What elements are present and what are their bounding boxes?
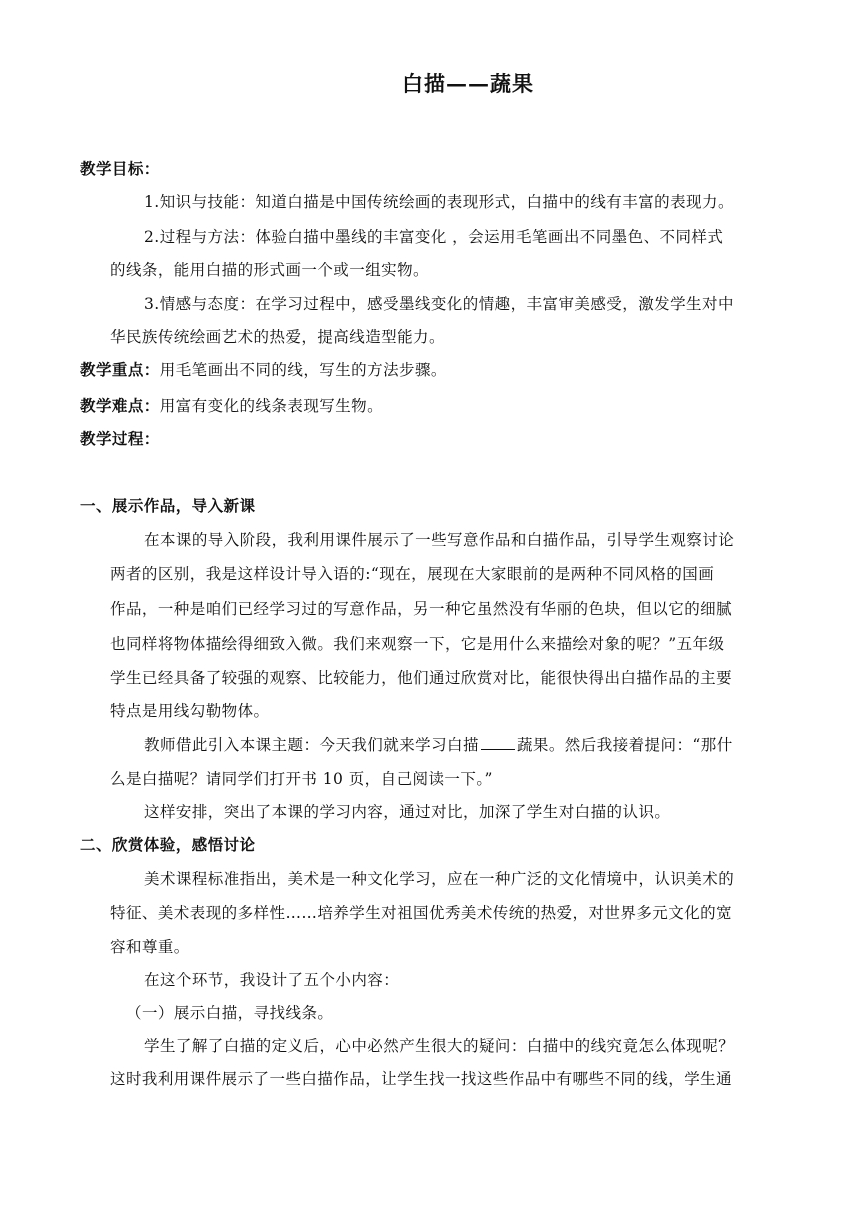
paragraph-line bbox=[144, 734, 733, 756]
paragraph-line: 学生已经具备了较强的观察、比较能力，他们通过欣赏对比，能很快得出白描作品的主要 bbox=[110, 669, 733, 687]
paragraph-line: 容和尊重。 bbox=[110, 938, 190, 956]
key-point-label: 教学重点： bbox=[80, 360, 160, 379]
paragraph-text: 教师借此引入本课主题：今天我们就来学习白描 bbox=[144, 736, 479, 754]
paragraph-line: 两者的区别，我是这样设计导入语的:“现在，展现在大家眼前的是两种不同风格的国画 bbox=[110, 565, 715, 583]
paragraph-line: 也同样将物体描绘得细致入微。我们来观察一下，它是用什么来描绘对象的呢？”五年级 bbox=[110, 635, 725, 653]
difficulty-label: 教学难点： bbox=[80, 396, 160, 415]
paragraph-line: 这时我利用课件展示了一些白描作品，让学生找一找这些作品中有哪些不同的线，学生通 bbox=[110, 1070, 733, 1088]
paragraph-line: 在本课的导入阶段，我利用课件展示了一些写意作品和白描作品，引导学生观察讨论 bbox=[144, 531, 735, 549]
paragraph-line: 作品，一种是咱们已经学习过的写意作品，另一种它虽然没有华丽的色块，但以它的细腻 bbox=[110, 600, 733, 618]
paragraph-line: 特征、美术表现的多样性……培养学生对祖国优秀美术传统的热爱，对世界多元文化的宽 bbox=[110, 904, 733, 922]
objective-item-3-line-2: 华民族传统绘画艺术的热爱，提高线造型能力。 bbox=[110, 328, 445, 346]
objectives-label: 教学目标： bbox=[80, 159, 160, 178]
section-1-heading: 一、展示作品，导入新课 bbox=[80, 496, 256, 515]
fill-blank bbox=[481, 735, 515, 750]
key-point bbox=[80, 359, 447, 381]
paragraph-line: 么是白描呢？请同学们打开书 10 页，自己阅读一下。” bbox=[110, 770, 493, 788]
paragraph-line: 特点是用线勾勒物体。 bbox=[110, 702, 270, 720]
objective-item-1: 1.知识与技能：知道白描是中国传统绘画的表现形式，白描中的线有丰富的表现力。 bbox=[144, 193, 734, 211]
process-label: 教学过程： bbox=[80, 429, 160, 448]
paragraph-line: 学生了解了白描的定义后，心中必然产生很大的疑问：白描中的线究竟怎么体现呢？ bbox=[144, 1037, 735, 1055]
difficulty bbox=[80, 395, 383, 417]
key-point-text: 用毛笔画出不同的线，写生的方法步骤。 bbox=[159, 361, 447, 379]
page-title: 白描——蔬果 bbox=[402, 71, 534, 96]
subsection-1-heading: （一）展示白描，寻找线条。 bbox=[126, 1004, 334, 1022]
objective-item-2-line-1: 2.过程与方法：体验白描中墨线的丰富变化 ，会运用毛笔画出不同墨色、不同样式 bbox=[144, 228, 724, 246]
paragraph-line: 在这个环节，我设计了五个小内容： bbox=[144, 971, 400, 989]
difficulty-text: 用富有变化的线条表现写生物。 bbox=[159, 397, 384, 415]
paragraph-text: 蔬果。然后我接着提问：“那什 bbox=[516, 736, 733, 754]
paragraph-line: 美术课程标准指出，美术是一种文化学习，应在一种广泛的文化情境中，认识美术的 bbox=[144, 870, 735, 888]
section-2-heading: 二、欣赏体验，感悟讨论 bbox=[80, 835, 256, 854]
objective-item-2-line-2: 的线条，能用白描的形式画一个或一组实物。 bbox=[110, 261, 430, 279]
objective-item-3-line-1: 3.情感与态度：在学习过程中，感受墨线变化的情趣，丰富审美感受，激发学生对中 bbox=[144, 295, 734, 313]
paragraph-line: 这样安排，突出了本课的学习内容，通过对比，加深了学生对白描的认识。 bbox=[144, 803, 671, 821]
